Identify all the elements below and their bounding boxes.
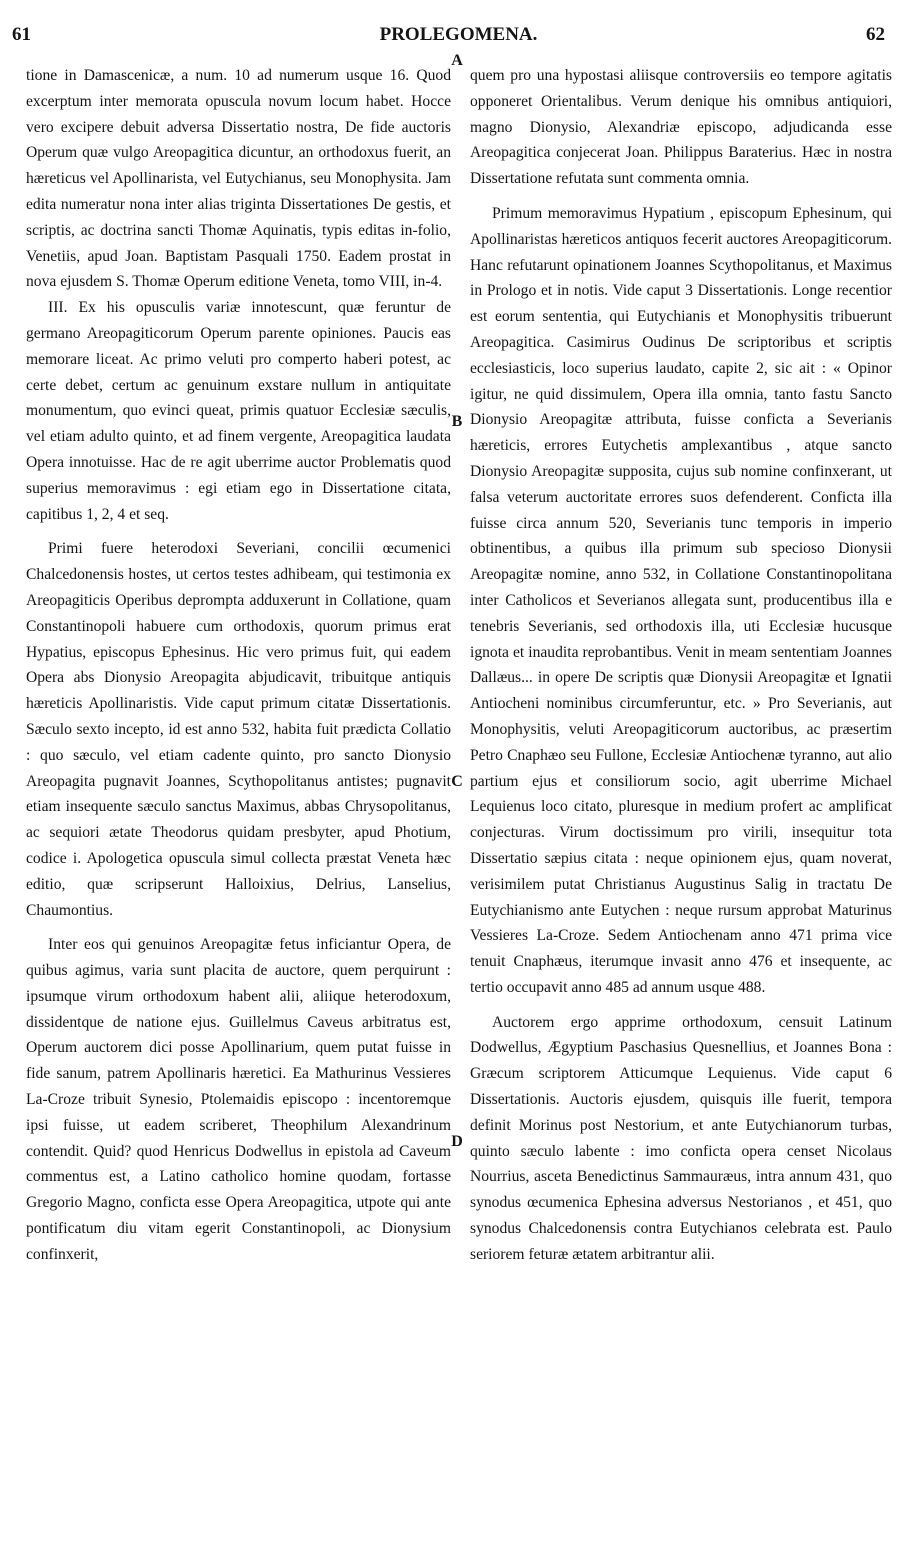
paragraph: Primum memoravimus Hypatium , episcopum Ephesinum, qui Apollinaristas hæreticos antiquos fecerit auctores Areopagiticorum. Hanc refutarunt opinationem Joannes Scythopolitanus, et Maximus in Prologo et in notis. Vide caput 3 Dissertationis. Longe recentior est eorum sententia, qui Eutychianis et Monophysitis tribuerunt Areopagitica. Casimirus Oudinus De scriptoribus et scriptis ecclesiasticis, loco superius laudato, capite 2, sic ait : « Opinor igitur, ne quid dissimulem, Opera illa omnia, tanto fastu Sancto Dionysio Areopagitæ attributa, fuisse conficta a Severianis hæreticis, errores Eutychetis amplexantibus , atque sancto Dionysio Areopagitæ supposita, cujus sub nomine confinxerant, ut falsa veterum auctoritate errores suos defenderent. Conficta illa fuisse circa annum 520, Severianis tunc temporis in imperio obtinentibus, a quibus illa primum sub specioso Dionysii Areopagitæ nomine, anno 532, in Collatione Constantinopolitana inter Catholicos et Severianos allegata sunt, producentibus illa e tenebris Severianis, sed orthodoxis illa, uti Ecclesiæ hucusque ignota et inaudita reprobantibus. Venit in meam sententiam Joannes Dallæus... in opere De scriptis quæ Dionysii Areopagitæ et Ignatii Antiocheni nominibus circumferuntur, etc. » Pro Severianis, aut Monophysitis, veluti Areopagiticorum auctoribus, ac præsertim Petro Cnaphæo seu Fullone, Ecclesiæ Antiochenæ tyranno, aut alio partium ejus et consiliorum socio, agit uberrime Michael Lequienus loco citato, pluresque in medium profert ac amplificat conjecturas. Virum doctissimum pro virili, insequitur tota Dissertatio sæpius citata : neque opinionem ejus, quam noverat, verisimilem putat Christianus Augustinus Salig in tractatu De Eutychianismo ante Eutychen : neque rursum approbat Maturinus Vessieres La-Croze. Sedem Antiochenam anno 471 prima vice tenuit Cnaphæus, iterumque invasit anno 476 et insequente, ac tertio occupavit anno 485 ad annum usque 488. bbox=[470, 204, 892, 996]
paragraph: Primi fuere heterodoxi Severiani, concilii œcumenici Chalcedonensis hostes, ut certos testes adhibeam, qui testimonia ex Areopagiticis Operibus deprompta adduxerunt in Collatione, quam Constantinopoli habuere cum orthodoxis, quorum primus erat Hypatius, episcopus Ephesinus. Hic vero primus fuit, qui eadem Opera abs Dionysio Areopagita abjudicavit, tribuitque antiquis hæreticis Apollinaristis. Vide caput primum citatæ Dissertationis. Sæculo sexto incepto, id est anno 532, habita fuit prædicta Collatio : quo sæculo, vel etiam cadente quinto, pro sancto Dionysio Areopagita pugnavit Joannes, Scythopolitanus antistes; pugnavit etiam insequente sæculo sanctus Maximus, abbas Chrysopolitanus, ac sequiori ætate Theodorus quidam presbyter, apud Photium, codice i. Apologetica opuscula simul collecta præstat Veneta hæc editio, quæ scripserunt Halloixius, Delrius, Lanselius, Chaumontius. bbox=[26, 540, 451, 919]
right-column bbox=[470, 63, 892, 1268]
running-title: PROLEGOMENA. bbox=[379, 24, 538, 45]
page-number-left: 61 bbox=[12, 24, 31, 45]
left-column bbox=[26, 63, 451, 1268]
margin-mark-d: D bbox=[451, 1133, 463, 1150]
margin-mark-b: B bbox=[451, 413, 463, 430]
paragraph: tione in Damascenicæ, a num. 10 ad numerum usque 16. Quod excerptum inter memorata opuscula novum locum habet. Hocce vero excipere debuit adversa Dissertatio nostra, De fide auctoris Operum quæ vulgo Areopagitica dicuntur, an orthodoxus fuerit, an hæreticus vel Apollinarista, vel Eutychianus, seu Monophysita. Jam edita numeratur nona inter alias triginta Dissertationes De gestis, et scriptis, ac doctrina sancti Thomæ Aquinatis, typis editas in-folio, Venetiis, apud Joan. Baptistam Pasquali 1750. Eadem prostat in nova ejusdem S. Thomæ Operum editione Veneta, tomo VIII, in-4. bbox=[26, 67, 451, 291]
page-number-right: 62 bbox=[866, 24, 885, 45]
margin-mark-a: A bbox=[451, 52, 463, 69]
paragraph: Auctorem ergo apprime orthodoxum, censuit Latinum Dodwellus, Ægyptium Paschasius Quesnellius, et Joannes Bona : Græcum scriptorem Atticumque Lequienus. Vide caput 6 Dissertationis. Auctoris ejusdem, quisquis ille fuerit, tempora definit Morinus post Nestorium, et ante Eutychianorum turbas, quinto sæculo labente : imo conficta opera censet Nicolaus Nourrius, asceta Benedictinus Sammauræus, intra annum 431, quo synodus œcumenica Ephesina adversus Nestorianos , et 451, quo synodus Chalcedonensis contra Eutychianos celebrata est. Paulo seriorem feturæ ætatem arbitrantur alii. bbox=[470, 1013, 892, 1263]
margin-mark-c: C bbox=[451, 773, 463, 790]
paragraph: III. Ex his opusculis variæ innotescunt, quæ feruntur de germano Areopagiticorum Operum parente opiniones. Paucis eas memorare liceat. Ac primo veluti pro comperto haberi potest, ac certe debet, certum ac genuinum exstare nullum in antiquitate monumentum, quo evinci queat, primis quatuor Ecclesiæ sæculis, vel etiam adulto quinto, et ad finem vergente, Areopagitica laudata Opera innotuisse. Hac de re agit uberrime auctor Problematis quod superius memoravimus : egi etiam ego in Dissertatione citata, capitibus 1, 2, 4 et seq. bbox=[26, 299, 451, 523]
paragraph: quem pro una hypostasi aliisque controversiis eo tempore agitatis opponeret Orientalibus. Verum denique his omnibus antiquiori, magno Dionysio, Alexandriæ episcopo, adjudicanda esse Areopagitica conjecerat Joan. Philippus Baraterius. Hæc in nostra Dissertatione refutata sunt commenta omnia. bbox=[470, 67, 892, 188]
paragraph: Inter eos qui genuinos Areopagitæ fetus inficiantur Opera, de quibus agimus, varia sunt placita de auctore, quem perquirunt : ipsumque virum orthodoxum habent alii, aliique heterodoxum, dissidentque de natione ejus. Guillelmus Caveus arbitratus est, Operum auctorem dici posse Apollinarium, quem putat fuisse in fide sanum, patrem Apollinaris hæretici. Ea Mathurinus Vessieres La-Croze tribuit Synesio, Ptolemaidis episcopo : incentoremque ipsi fuisse, ut eadem scriberet, Theophilum Alexandrinum contendit. Quid? quod Henricus Dodwellus in epistola ad Caveum commentus est, a Latino catholico homine quodam, fortasse Gregorio Magno, conficta esse Opera Areopagitica, utpote qui ante pontificatum diu vitam egerit Constantinopoli, ac Dionysium confinxerit, bbox=[26, 936, 451, 1263]
